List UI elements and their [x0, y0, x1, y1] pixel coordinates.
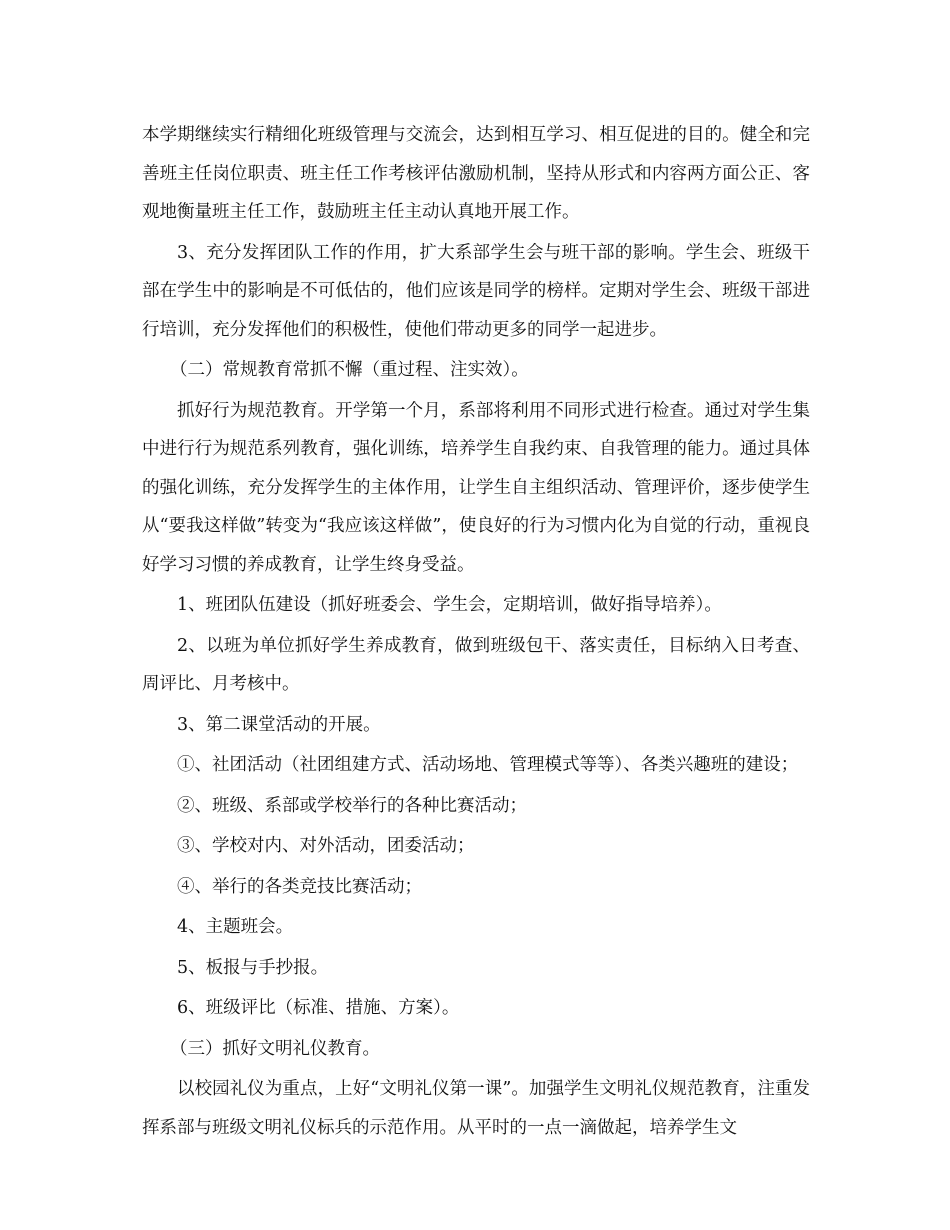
list-item-second-classroom: 3、第二课堂活动的开展。 [177, 714, 381, 735]
paragraph-etiquette-education: 以校园礼仪为重点，上好“文明礼仪第一课”。加强学生文明礼仪规范教育，注重发挥系部与班级文明礼仪标兵的示范作用。从平时的一点一滴做起，培养学生文 [142, 1079, 810, 1138]
paragraph-class-management: 本学期继续实行精细化班级管理与交流会，达到相互学习、相互促进的目的。健全和完善班主任岗位职责、班主任工作考核评估激励机制，坚持从形式和内容两方面公正、客观地衡量班主任工作，鼓励班主任主动认真地开展工作。 [142, 125, 810, 222]
sub-item-school-activities: ③、学校对内、对外活动，团委活动； [177, 836, 475, 856]
sub-item-club-activities: ①、社团活动（社团组建方式、活动场地、管理模式等等）、各类兴趣班的建设； [177, 755, 799, 775]
list-item-theme-meeting: 4、主题班会。 [177, 917, 294, 937]
list-item-blackboard-newspaper: 5、板报与手抄报。 [177, 957, 329, 978]
sub-item-competitions: ②、班级、系部或学校举行的各种比赛活动； [177, 795, 527, 816]
list-item-class-evaluation: 6、班级评比（标准、措施、方案）。 [177, 998, 460, 1018]
section-heading-routine-education: （二）常规教育常抓不懈（重过程、注实效）。 [170, 360, 529, 380]
paragraph-behavior-norms: 抓好行为规范教育。开学第一个月，系部将利用不同形式进行检查。通过对学生集中进行行为规范系列教育，强化训练，培养学生自我约束、自我管理的能力。通过具体的强化训练，充分发挥学生的主体作用，让学生自主组织活动、管理评价，逐步使学生从“要我这样做”转变为“我应该这样做”，使良好的行为习惯内化为自觉的行动，重视良好学习习惯的养成教育，让学生终身受益。 [142, 400, 810, 575]
document-page [142, 116, 810, 1149]
sub-item-sports-contests: ④、举行的各类竞技比赛活动； [177, 876, 422, 897]
section-heading-etiquette: （三）抓好文明礼仪教育。 [170, 1038, 380, 1059]
list-item-habit-education: 2、以班为单位抓好学生养成教育，做到班级包干、落实责任，目标纳入日考查、周评比、月考核中。 [142, 635, 810, 694]
paragraph-team-work: 3、充分发挥团队工作的作用，扩大系部学生会与班干部的影响。学生会、班级干部在学生中的影响是不可低估的，他们应该是同学的榜样。定期对学生会、班级干部进行培训，充分发挥他们的积极性，使他们带动更多的同学一起进步。 [142, 242, 810, 340]
list-item-team-building: 1、班团队伍建设（抓好班委会、学生会，定期培训，做好指导培养）。 [177, 595, 722, 615]
